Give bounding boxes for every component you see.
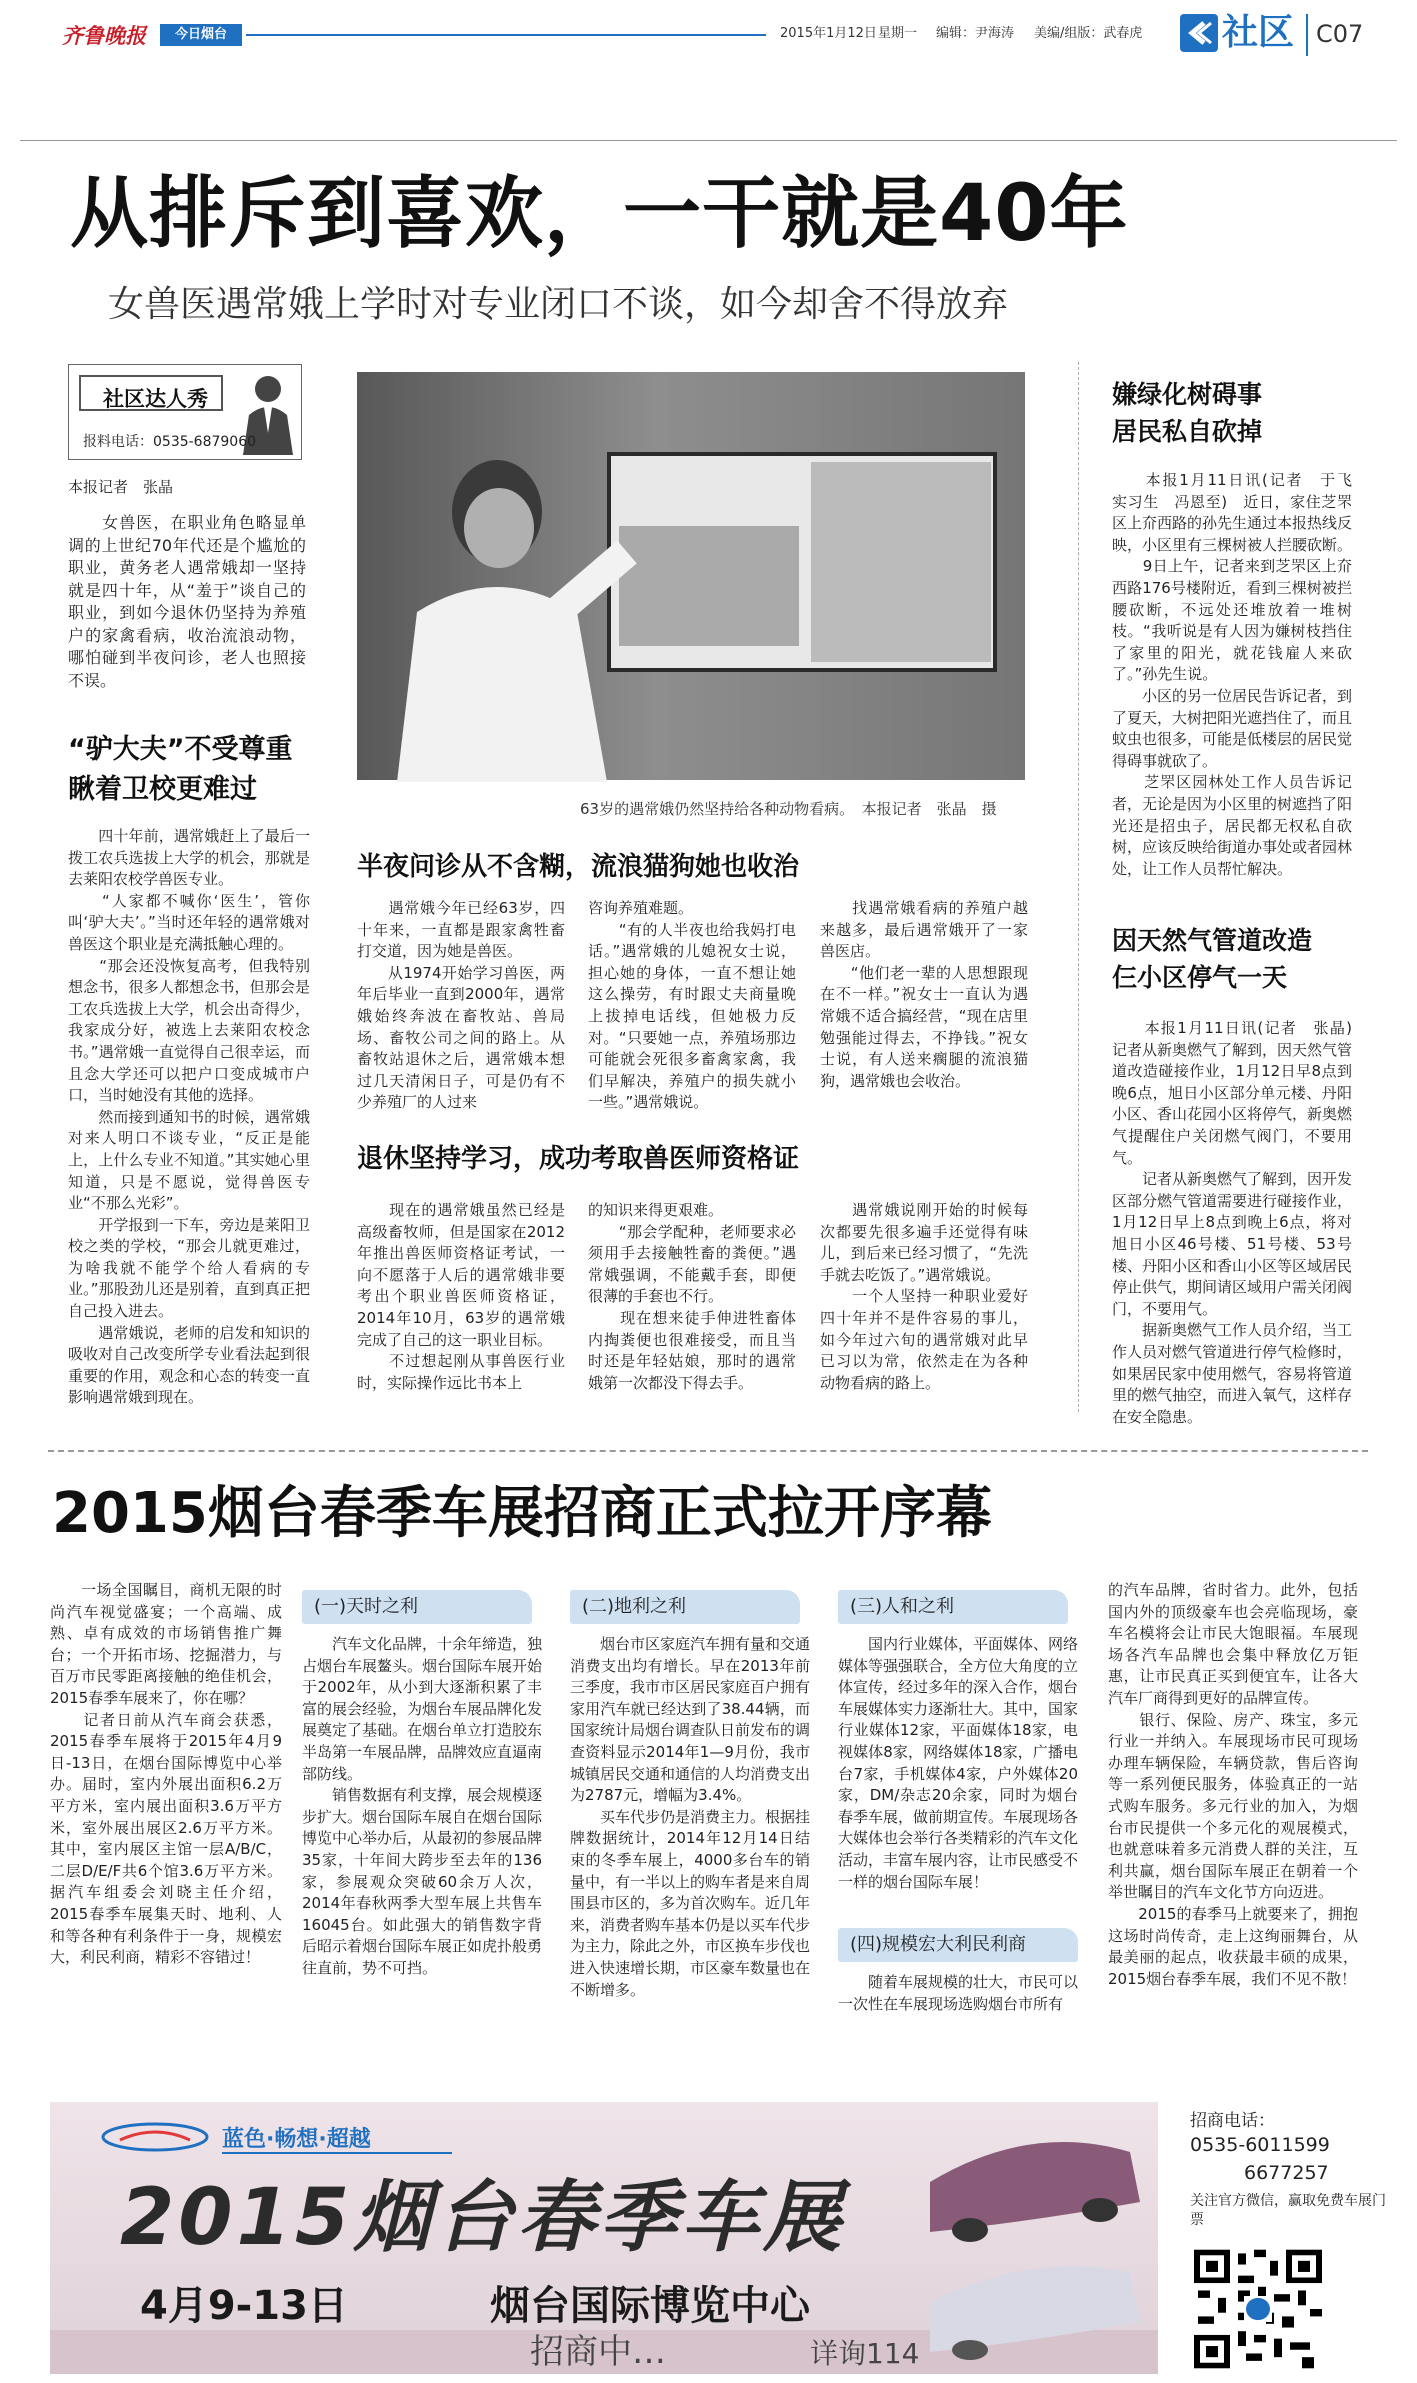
phone-1[interactable]: 0535-6011599	[1190, 2134, 1330, 2156]
lead-paragraph: 女兽医，在职业角色略显单调的上世纪70年代还是个尴尬的职业，黄务老人遇常娥却一坚持就是四十年，从“羞于”谈自己的职业，到如今退休仍坚持为养殖户的家禽看病，收治流浪动物，哪怕碰到半夜问诊，老人也照接不误。	[68, 513, 306, 690]
article-2-intro: 一场全国瞩目，商机无限的时尚汽车视觉盛宴；一个高端、成熟、卓有成效的市场销售推广舞台；一个开拓市场、挖掘潜力，与百万市民零距离接触的绝佳机会，2015春季车展来了，你在哪？ 记者日前从汽车商会获悉，2015春季车展将于2015年4月9日-13日，在烟台国际博览中心举办。届时，室内外展出面积6.2万平方米，室内展出面积3.6万平方米，室外展出展区2.6万平方米。其中，室内展区主馆一层A/B/C，二层D/E/F共6个馆3.6万平方米。据汽车组委会刘晓主任介绍，2015春季车展集天时、地利、人和等各种有利条件于一身，规模宏大，利民利商，精彩不容错过！	[50, 1581, 282, 1967]
tab-heading-3: (三)人和之利	[838, 1590, 1068, 1624]
ad-venue: 烟台国际博览中心	[490, 2283, 810, 2329]
page-number: C07	[1316, 20, 1364, 48]
community-arrow-icon	[1180, 14, 1218, 52]
qr-code-icon[interactable]	[1190, 2246, 1326, 2372]
ad-title: 2015烟台春季车展	[120, 2173, 846, 2263]
paper-logo: 齐鲁晚报	[62, 24, 146, 48]
column-tag-box	[68, 364, 302, 460]
tab-heading-2: (二)地利之利	[570, 1590, 800, 1624]
car-show-ad[interactable]	[50, 2102, 1158, 2374]
design-credit: 美编/组版：武春虎	[1034, 26, 1143, 41]
section-title-2: 半夜问诊从不含糊，流浪猫狗她也收治	[357, 852, 800, 882]
headline-2: 2015烟台春季车展招商正式拉开序幕	[52, 1481, 992, 1546]
wechat-note: 关注官方微信，赢取免费车展门票	[1190, 2193, 1386, 2228]
ad-hotline-label: 详询114	[810, 2337, 920, 2370]
side-story-2-text: 本报1月11日讯(记者 张晶) 记者从新奥燃气了解到，因天然气管道改造碰接作业，1月12日早8点到晚6点，旭日小区部分单元楼、丹阳小区、香山花园小区将停气，新奥燃气提醒住户关闭燃气阀门，不要用气。 记者从新奥燃气了解到，因开发区部分燃气管道需要进行碰接作业，1月12日早上8点到晚上6点，将对旭日小区46号楼、51号楼、53号楼、丹阳小区和香山小区等区域居民停止供气，期间请区域用户需关闭阀门，不要用气。 据新奥燃气工作人员介绍，当工作人员对燃气管道进行停气检修时，如果居民家中使用燃气，容易将管道里的燃气抽空，而进入氧气，这样存在安全隐患。	[1112, 1019, 1353, 1426]
tab-4-text: 随着车展规模的壮大，市民可以一次性在车展现场选购烟台市所有	[838, 1973, 1079, 2013]
ad-slogan: 蓝色·畅想·超越	[222, 2127, 371, 2152]
xray-lightbox	[607, 452, 997, 672]
section-3-col-1: 现在的遇常娥虽然已经是高级畜牧师，但是国家在2012年推出兽医师资格证考试，一向不愿落于人后的遇常娥非要考出个职业兽医师资格证，2014年10月，63岁的遇常娥完成了自己的这一职业目标。 不过想起刚从事兽医行业时，实际操作远比书本上	[357, 1201, 565, 1392]
side-story-2-title: 因天然气管道改造 仨小区停气一天	[1112, 926, 1313, 992]
headline: 从排斥到喜欢，一干就是40年	[70, 169, 1129, 259]
section-text-1: 四十年前，遇常娥赶上了最后一拨工农兵选拔上大学的机会，那就是去莱阳农校学兽医专业。 “人家都不喊你‘医生’，管你叫‘驴大夫’。”当时还年轻的遇常娥对兽医这个职业是充满抵触心理的。 “那会还没恢复高考，但我特别想念书，很多人都想念书，但那会是工农兵选拔上大学，机会出奇得少，我家成分好，被选上去莱阳农校念书。”遇常娥一直觉得自己很幸运，而且念大学还可以把户口变成城市户口，当时她没有其他的选择。 然而接到通知书的时候，遇常娥对来人明口不谈专业，“反正是能上，上什么专业不知道。”其实她心里知道，只是不愿说，觉得兽医专业“不那么光彩”。 开学报到一下车，旁边是莱阳卫校之类的学校，“那会儿就更难过，为啥我就不能学个给人看病的专业。”那股劲儿还是别着，直到真正把自己投入进去。 遇常娥说，老师的启发和知识的吸收对自己改变所学专业看法起到很重要的作用，观念和心态的转变一直影响遇常娥到现在。	[68, 827, 310, 1407]
article-photo	[357, 372, 1025, 780]
tab-1-text: 汽车文化品牌，十余年缔造，独占烟台车展鳌头。烟台国际车展开始于2002年，从小到大逐渐积累了丰富的展会经验，为烟台车展品牌化发展奠定了基础。在烟台单立打造胶东半岛第一车展品牌，品牌效应直逼南部防线。 销售数据有利支撑，展会规模逐步扩大。烟台国际车展自在烟台国际博览中心举办后，从最初的参展品牌35家，十年间大跨步至去年的136家，参展观众突破60余万人次，2014年春秋两季大型车展上共售车16045台。如此强大的销售数字背后昭示着烟台国际车展正如虎扑般勇往直前，势不可挡。	[302, 1635, 543, 1977]
phone-2[interactable]: 6677257	[1244, 2162, 1329, 2184]
tab-2-text: 烟台市区家庭汽车拥有量和交通消费支出均有增长。早在2013年前三季度，我市市区居民家庭百户拥有家用汽车就已经达到了38.44辆，而国家统计局烟台调查队日前发布的调查资料显示2014年1—9月份，我市城镇居民交通和通信的人均消费支出为2787元，增幅为3.4%。 买车代步仍是消费主力。根据挂牌数据统计，2014年12月14日结束的冬季车展上，4000多台车的销量中，有一半以上的购车者是来自周围县市区的，多为首次购车。近几年来，消费者购车基本仍是以买车代步为主力，除此之外，市区换车步伐也进入快速增长期，市区豪车数量也在不断增多。	[570, 1635, 811, 1999]
side-story-1-text: 本报1月11日讯(记者 于飞 实习生 冯恩至) 近日，家住芝罘区上夼西路的孙先生通过本报热线反映，小区里有三棵树被人拦腰砍断。 9日上午，记者来到芝罘区上夼西路176号楼附近，看到三棵树被拦腰砍断，不远处还堆放着一堆树枝。“我听说是有人因为嫌树枝挡住了家里的阳光，就花钱雇人来砍了。”孙先生说。 小区的另一位居民告诉记者，到了夏天，大树把阳光遮挡住了，而且蚊虫也很多，可能是低楼层的居民觉得碍事就砍了。 芝罘区园林处工作人员告诉记者，无论是因为小区里的树遮挡了阳光还是招虫子，居民都无权私自砍树，应该反映给街道办事处或者园林处，让工作人员帮忙解决。	[1112, 471, 1353, 878]
section-badge	[160, 24, 242, 46]
side-story-1-title: 嫌绿化树碍事 居民私自砍掉	[1112, 380, 1263, 446]
section-2-col-3: 找遇常娥看病的养殖户越来越多，最后遇常娥开了一家兽医店。 “他们老一辈的人思想跟现在不一样。”祝女士一直认为遇常娥不适合搞经营，“现在店里勉强能过得去，不挣钱。”祝女士说，有人送来瘸腿的流浪猫狗，遇常娥也会收治。	[820, 899, 1028, 1090]
section-title-3: 退休坚持学习，成功考取兽医师资格证	[357, 1144, 800, 1174]
masthead	[0, 0, 1417, 70]
section-title-1: “驴大夫”不受尊重 瞅着卫校更难过	[68, 734, 293, 805]
tab-3-text: 国内行业媒体，平面媒体、网络媒体等强强联合，全方位大角度的立体宣传，经过多年的深入合作，烟台车展媒体实力逐渐壮大。其中，国家行业媒体12家，平面媒体18家，电视媒体8家，网络媒体18家，广播电台7家，手机媒体4家，户外媒体20家，DM/杂志20余家，同时为烟台春季车展，做前期宣传。车展现场各大媒体也会举行各类精彩的汽车文化活动，丰富车展内容，让市民感受不一样的烟台国际车展！	[838, 1635, 1079, 1891]
issue-date: 2015年1月12日	[780, 26, 877, 41]
section-2-col-1: 遇常娥今年已经63岁，四十年来，一直都是跟家禽牲畜打交道，因为她是兽医。 从1974开始学习兽医，两年后毕业一直到2000年，遇常娥始终奔波在畜牧站、兽局场、畜牧公司之间的路上。从畜牧站退休之后，遇常娥本想过几天清闲日子，可是仍有不少养殖厂的人过来	[357, 899, 565, 1112]
phone-label: 招商电话：	[1190, 2111, 1275, 2131]
section-3-col-3: 遇常娥说刚开始的时候每次都要先很多遍手还觉得有味儿，到后来已经习惯了，“先洗手就去吃饭了。”遇常娥说。 一个人坚持一种职业爱好四十年并不是件容易的事儿，如今年过六旬的遇常娥对此早已习以为常，依然走在为各种动物看病的路上。	[820, 1201, 1028, 1392]
ad-recruit: 招商中…	[530, 2332, 666, 2372]
byline: 本报记者 张晶	[68, 478, 174, 496]
section-label: 今日烟台	[174, 27, 227, 42]
tab-heading-1: (一)天时之利	[302, 1590, 532, 1624]
editor-credit: 编辑：尹海涛	[936, 26, 1015, 41]
car-logo-icon	[100, 2122, 210, 2156]
section-3-col-2: 的知识来得更艰难。 “那会学配种，老师要求必须用手去接触牲畜的粪便。”遇常娥强调，不能戴手套，即便很薄的手套也不行。 现在想来徒手伸进牲畜体内掏粪便也很难接受，而且当时还是年轻姑娘，那时的遇常娥第一次都没下得去手。	[588, 1201, 796, 1392]
article-2-col-4: 的汽车品牌，省时省力。此外，包括国内外的顶级豪车也会亮临现场，豪车名模将会让市民大饱眼福。车展现场各汽车品牌也会集中释放亿万钜惠，让市民真正买到便宜车，让各大汽车厂商得到更好的品牌宣传。 银行、保险、房产、珠宝，多元行业一并纳入。车展现场市民可现场办理车辆保险，车辆贷款，售后咨询等一系列便民服务，体验真正的一站式购车服务。多元行业的加入，为烟台市民提供一个多元化的观展模式，也就意味着多元消费人群的关注，互利共赢，烟台国际车展正在朝着一个举世瞩目的汽车文化节方向迈进。 2015的春季马上就要来了，拥抱这场时尚传奇，走上这绚丽舞台，从最美丽的起点，收获最丰硕的成果，2015烟台春季车展，我们不见不散！	[1108, 1581, 1358, 1988]
hotline: 报料电话：0535-6879060	[83, 434, 257, 450]
category-label: 社区	[1222, 12, 1295, 53]
car-illustration	[910, 2112, 1150, 2366]
subheadline: 女兽医遇常娥上学时对专业闭口不谈，如今却舍不得放弃	[108, 284, 1009, 325]
tab-heading-4: (四)规模宏大利民利商	[838, 1928, 1078, 1962]
section-2-col-2: 咨询养殖难题。 “有的人半夜也给我妈打电话。”遇常娥的儿媳祝女士说，担心她的身体，一直不想让她这么操劳，有时跟丈夫商量晚上拔掉电话线，但她极力反对。“只要她一点，养殖场那边可能就会死很多畜禽家禽，我们早解决，养殖户的损失就小一些。”遇常娥说。	[588, 899, 796, 1112]
vet-figure	[377, 442, 637, 786]
photo-caption: 63岁的遇常娥仍然坚持给各种动物看病。 本报记者 张晶 摄	[580, 800, 997, 818]
issue-weekday: 星期一	[878, 26, 918, 41]
ad-dates: 4月9-13日	[140, 2283, 348, 2329]
column-tag: 社区达人秀	[103, 387, 208, 411]
